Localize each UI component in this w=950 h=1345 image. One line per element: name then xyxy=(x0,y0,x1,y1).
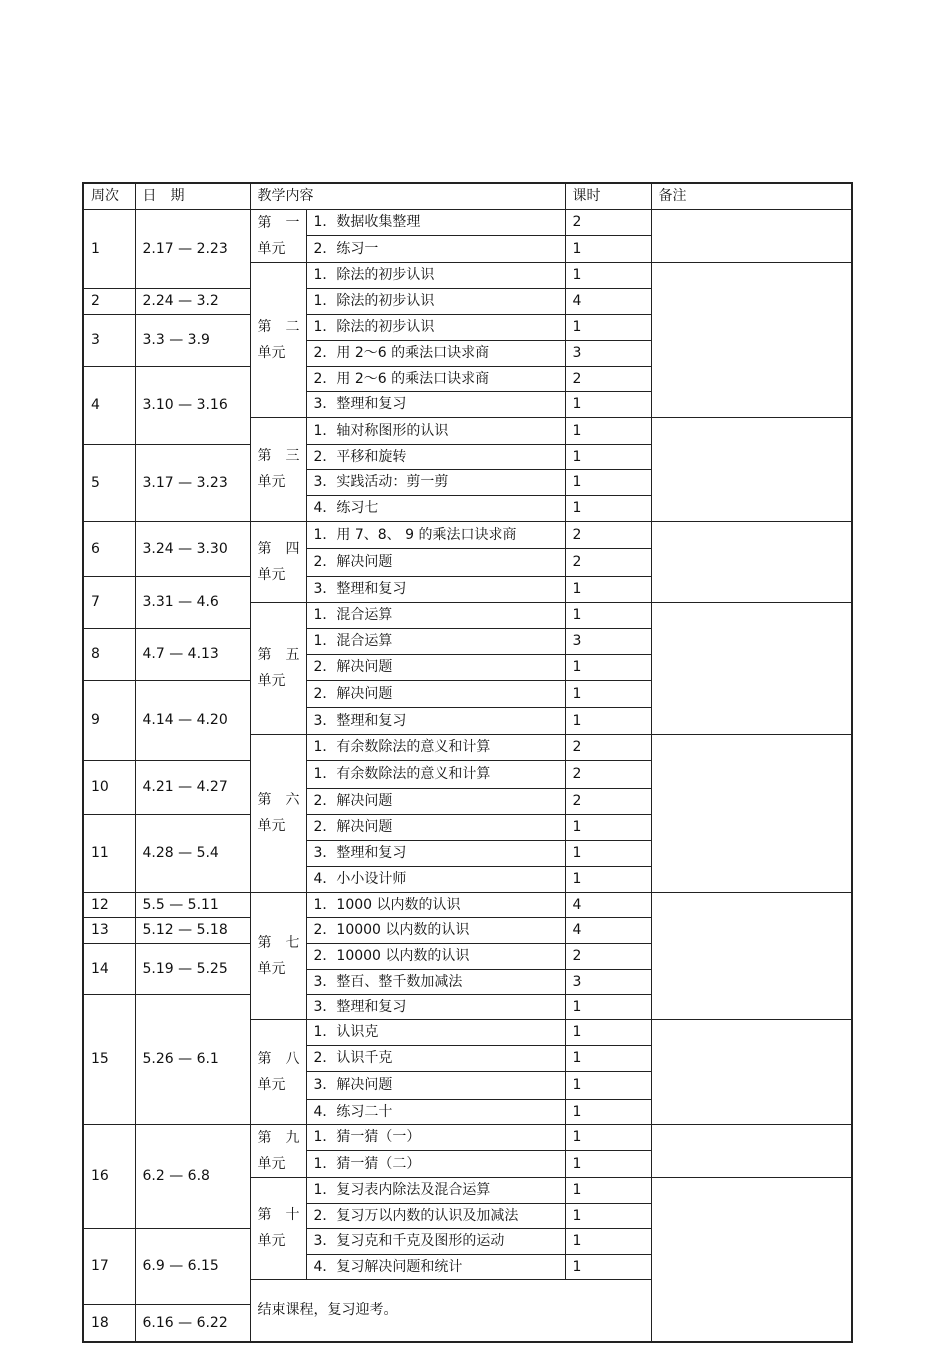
week-number: 3 xyxy=(83,314,135,366)
unit-label-line1: 第 五 xyxy=(257,647,300,663)
week-number: 9 xyxy=(83,680,135,760)
lesson-hours: 1 xyxy=(565,1228,651,1254)
lesson-content: 2．用 2～6 的乘法口诀求商 xyxy=(306,366,565,391)
header-date: 日 期 xyxy=(135,183,250,209)
unit-label xyxy=(250,892,306,1019)
table-row xyxy=(83,1124,852,1151)
table-row xyxy=(83,521,852,548)
lesson-content: 1．1000 以内数的认识 xyxy=(306,892,565,917)
week-date: 6.16 — 6.22 xyxy=(135,1304,250,1342)
week-date: 2.17 — 2.23 xyxy=(135,209,250,288)
lesson-content: 2．解决问题 xyxy=(306,680,565,707)
header-remarks: 备注 xyxy=(651,183,852,209)
lesson-hours: 1 xyxy=(565,1177,651,1203)
week-date: 4.7 — 4.13 xyxy=(135,628,250,680)
week-date: 5.26 — 6.1 xyxy=(135,994,250,1124)
lesson-hours: 1 xyxy=(565,391,651,417)
unit-label-line2: 单元 xyxy=(257,566,286,583)
lesson-hours: 1 xyxy=(565,444,651,469)
week-date: 4.28 — 5.4 xyxy=(135,814,250,892)
lesson-hours: 1 xyxy=(565,1045,651,1071)
lesson-hours: 2 xyxy=(565,548,651,576)
week-number: 8 xyxy=(83,628,135,680)
lesson-content: 4．练习七 xyxy=(306,495,565,521)
lesson-content: 4．复习解决问题和统计 xyxy=(306,1254,565,1279)
lesson-content: 2．解决问题 xyxy=(306,548,565,576)
lesson-hours: 1 xyxy=(565,707,651,734)
unit-label-line1: 第 一 xyxy=(257,214,300,231)
week-number: 4 xyxy=(83,366,135,444)
week-date: 6.2 — 6.8 xyxy=(135,1124,250,1228)
remarks-cell xyxy=(651,521,852,602)
lesson-content: 1．认识克 xyxy=(306,1019,565,1045)
week-number: 5 xyxy=(83,444,135,521)
unit-label-line2: 单元 xyxy=(257,960,286,977)
lesson-hours: 3 xyxy=(565,340,651,366)
lesson-content: 1．数据收集整理 xyxy=(306,209,565,236)
lesson-content: 3．整理和复习 xyxy=(306,576,565,602)
unit-label-line1: 第 六 xyxy=(257,792,300,808)
lesson-hours: 1 xyxy=(565,469,651,495)
unit-label-line1: 第 九 xyxy=(257,1129,300,1146)
lesson-hours: 1 xyxy=(565,1019,651,1045)
lesson-hours: 4 xyxy=(565,892,651,917)
lesson-hours: 1 xyxy=(565,1071,651,1099)
remarks-cell xyxy=(651,209,852,262)
header-row xyxy=(83,183,852,209)
lesson-content: 1．除法的初步认识 xyxy=(306,288,565,314)
unit-label-line2: 单元 xyxy=(257,240,286,257)
lesson-content: 1．除法的初步认识 xyxy=(306,314,565,340)
lesson-hours: 1 xyxy=(565,1124,651,1151)
lesson-content: 1．轴对称图形的认识 xyxy=(306,417,565,444)
lesson-hours: 3 xyxy=(565,628,651,654)
lesson-content: 4．练习二十 xyxy=(306,1099,565,1124)
lesson-hours: 1 xyxy=(565,1099,651,1124)
lesson-hours: 1 xyxy=(565,1203,651,1228)
week-date: 3.24 — 3.30 xyxy=(135,521,250,576)
week-number: 6 xyxy=(83,521,135,576)
week-number: 17 xyxy=(83,1228,135,1304)
lesson-content: 2．解决问题 xyxy=(306,788,565,814)
unit-label xyxy=(250,602,306,734)
lesson-content: 1．除法的初步认识 xyxy=(306,262,565,288)
lesson-content: 2．复习万以内数的认识及加减法 xyxy=(306,1203,565,1228)
week-date: 2.24 — 3.2 xyxy=(135,288,250,314)
week-number: 16 xyxy=(83,1124,135,1228)
unit-label xyxy=(250,262,306,417)
unit-label xyxy=(250,521,306,602)
lesson-content: 3．整理和复习 xyxy=(306,994,565,1019)
lesson-hours: 2 xyxy=(565,734,651,760)
unit-label-line2: 单元 xyxy=(257,818,286,834)
week-date: 5.12 — 5.18 xyxy=(135,917,250,943)
unit-label-line2: 单元 xyxy=(257,1233,286,1249)
unit-label-line1: 第 十 xyxy=(257,1207,300,1223)
lesson-hours: 4 xyxy=(565,917,651,943)
unit-label-line2: 单元 xyxy=(257,673,286,689)
week-number: 1 xyxy=(83,209,135,288)
lesson-hours: 1 xyxy=(565,1254,651,1279)
lesson-hours: 1 xyxy=(565,576,651,602)
week-number: 11 xyxy=(83,814,135,892)
lesson-hours: 1 xyxy=(565,236,651,263)
lesson-content: 1．复习表内除法及混合运算 xyxy=(306,1177,565,1203)
header-week: 周次 xyxy=(83,183,135,209)
week-date: 3.10 — 3.16 xyxy=(135,366,250,444)
lesson-hours: 1 xyxy=(565,417,651,444)
lesson-hours: 1 xyxy=(565,994,651,1019)
lesson-content: 3．实践活动：剪一剪 xyxy=(306,469,565,495)
lesson-hours: 1 xyxy=(565,866,651,892)
week-date: 5.5 — 5.11 xyxy=(135,892,250,917)
lesson-content: 1．有余数除法的意义和计算 xyxy=(306,760,565,788)
week-number: 15 xyxy=(83,994,135,1124)
lesson-hours: 1 xyxy=(565,814,651,840)
lesson-content: 2．平移和旋转 xyxy=(306,444,565,469)
unit-label xyxy=(250,209,306,262)
lesson-content: 3．解决问题 xyxy=(306,1071,565,1099)
remarks-cell xyxy=(651,734,852,892)
header-hours: 课时 xyxy=(565,183,651,209)
lesson-hours: 1 xyxy=(565,680,651,707)
lesson-content: 2．解决问题 xyxy=(306,814,565,840)
lesson-content: 3．整理和复习 xyxy=(306,840,565,866)
week-date: 6.9 — 6.15 xyxy=(135,1228,250,1304)
unit-label-line1: 第 八 xyxy=(257,1050,300,1067)
unit-label-line2: 单元 xyxy=(257,1155,286,1172)
lesson-content: 1．猜一猜（一） xyxy=(306,1124,565,1151)
lesson-hours: 1 xyxy=(565,602,651,628)
unit-label xyxy=(250,1124,306,1177)
unit-label xyxy=(250,417,306,521)
lesson-content: 1．猜一猜（二） xyxy=(306,1151,565,1178)
remarks-cell xyxy=(651,417,852,521)
lesson-content: 1．混合运算 xyxy=(306,602,565,628)
lesson-hours: 2 xyxy=(565,943,651,969)
lesson-hours: 2 xyxy=(565,788,651,814)
lesson-content: 4．小小设计师 xyxy=(306,866,565,892)
lesson-content: 3．整百、整千数加减法 xyxy=(306,969,565,994)
lesson-hours: 4 xyxy=(565,288,651,314)
unit-label-line2: 单元 xyxy=(257,474,286,490)
lesson-hours: 1 xyxy=(565,495,651,521)
week-number: 18 xyxy=(83,1304,135,1342)
lesson-hours: 2 xyxy=(565,366,651,391)
unit-label-line1: 第 三 xyxy=(257,448,300,464)
lesson-content: 2．10000 以内数的认识 xyxy=(306,917,565,943)
week-number: 2 xyxy=(83,288,135,314)
lesson-content: 3．整理和复习 xyxy=(306,707,565,734)
unit-label-line1: 第 二 xyxy=(257,318,300,335)
unit-label-line1: 第 四 xyxy=(257,540,300,557)
lesson-content: 1．混合运算 xyxy=(306,628,565,654)
lesson-content: 2．认识千克 xyxy=(306,1045,565,1071)
week-number: 7 xyxy=(83,576,135,628)
lesson-content: 2．解决问题 xyxy=(306,654,565,680)
unit-label xyxy=(250,1177,306,1279)
week-number: 14 xyxy=(83,943,135,994)
unit-label-line1: 第 七 xyxy=(257,934,300,951)
lesson-hours: 2 xyxy=(565,521,651,548)
lesson-hours: 2 xyxy=(565,209,651,236)
lesson-content: 3．整理和复习 xyxy=(306,391,565,417)
lesson-hours: 1 xyxy=(565,314,651,340)
unit-label-line2: 单元 xyxy=(257,344,286,361)
lesson-content: 2．10000 以内数的认识 xyxy=(306,943,565,969)
week-number: 12 xyxy=(83,892,135,917)
lesson-content: 3．复习克和千克及图形的运动 xyxy=(306,1228,565,1254)
lesson-hours: 1 xyxy=(565,654,651,680)
remarks-cell xyxy=(651,1019,852,1124)
week-number: 10 xyxy=(83,760,135,814)
remarks-cell xyxy=(651,262,852,417)
table-row xyxy=(83,892,852,917)
lesson-content: 1．用 7、8、 9 的乘法口诀求商 xyxy=(306,521,565,548)
lesson-hours: 1 xyxy=(565,1151,651,1178)
remarks-cell xyxy=(651,1177,852,1342)
week-number: 13 xyxy=(83,917,135,943)
lesson-content: 2．练习一 xyxy=(306,236,565,263)
unit-label xyxy=(250,1019,306,1124)
header-content: 教学内容 xyxy=(250,183,565,209)
lesson-hours: 1 xyxy=(565,262,651,288)
table-row xyxy=(83,209,852,236)
lesson-content: 1．有余数除法的意义和计算 xyxy=(306,734,565,760)
remarks-cell xyxy=(651,1124,852,1177)
week-date: 5.19 — 5.25 xyxy=(135,943,250,994)
week-date: 3.31 — 4.6 xyxy=(135,576,250,628)
course-end-note: 结束课程，复习迎考。 xyxy=(250,1279,651,1342)
lesson-hours: 1 xyxy=(565,840,651,866)
lesson-hours: 3 xyxy=(565,969,651,994)
week-date: 4.14 — 4.20 xyxy=(135,680,250,760)
unit-label xyxy=(250,734,306,892)
remarks-cell xyxy=(651,602,852,734)
lesson-hours: 2 xyxy=(565,760,651,788)
week-date: 3.3 — 3.9 xyxy=(135,314,250,366)
remarks-cell xyxy=(651,892,852,1019)
unit-label-line2: 单元 xyxy=(257,1076,286,1093)
teaching-schedule-table xyxy=(82,182,853,1343)
week-date: 3.17 — 3.23 xyxy=(135,444,250,521)
week-date: 4.21 — 4.27 xyxy=(135,760,250,814)
lesson-content: 2．用 2～6 的乘法口诀求商 xyxy=(306,340,565,366)
